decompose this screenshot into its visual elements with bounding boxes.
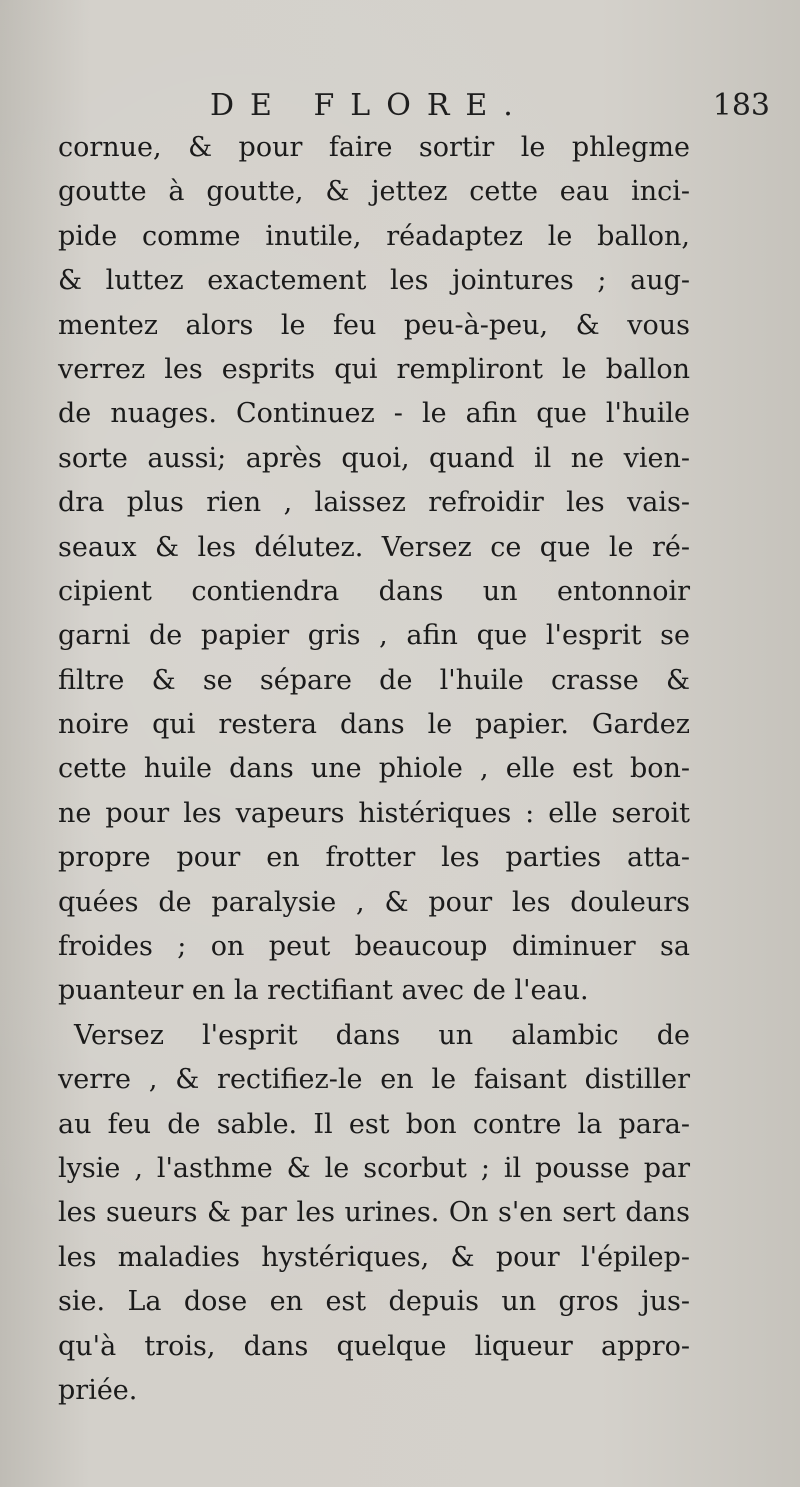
text-line: garni de papier gris , afin que l'esprit se — [58, 620, 690, 652]
text-line: priée. — [58, 1374, 138, 1406]
text-line: les sueurs & par les urines. On s'en sert dans — [58, 1197, 690, 1229]
text-line: seaux & les délutez. Versez ce que le ré- — [58, 531, 690, 563]
text-line: froides ; on peut beaucoup diminuer sa — [58, 931, 690, 963]
text-line: Versez l'esprit dans un alambic de — [74, 1019, 690, 1051]
body-text — [58, 126, 690, 1413]
text-line: qu'à trois, dans quelque liqueur appro- — [58, 1330, 690, 1362]
text-line: quées de paralysie , & pour les douleurs — [58, 886, 690, 918]
text-line: puanteur en la rectifiant avec de l'eau. — [58, 975, 589, 1007]
text-line: les maladies hystériques, & pour l'épilep- — [58, 1241, 690, 1273]
page-number: 183 — [712, 88, 770, 123]
text-line: sorte aussi; après quoi, quand il ne vien- — [58, 442, 690, 474]
text-line: au feu de sable. Il est bon contre la para- — [58, 1108, 690, 1140]
paragraph — [58, 126, 690, 1014]
paragraph — [58, 1014, 690, 1414]
text-line: pide comme inutile, réadaptez le ballon, — [58, 220, 690, 252]
running-title: DE FLORE. — [210, 88, 529, 123]
text-line: sie. La dose en est depuis un gros jus- — [58, 1286, 690, 1318]
text-line: verrez les esprits qui rempliront le ballon — [58, 353, 690, 385]
text-line: lysie , l'asthme & le scorbut ; il pousse par — [58, 1152, 690, 1184]
text-line: cette huile dans une phiole , elle est bon- — [58, 753, 690, 785]
text-line: filtre & se sépare de l'huile crasse & — [58, 664, 690, 696]
text-line: ne pour les vapeurs histériques : elle seroit — [58, 797, 690, 829]
text-line: cornue, & pour faire sortir le phlegme — [58, 132, 690, 163]
text-line: noire qui restera dans le papier. Gardez — [58, 709, 690, 741]
page-header — [210, 88, 770, 128]
text-line: & luttez exactement les jointures ; aug- — [58, 265, 690, 297]
text-line: propre pour en frotter les parties atta- — [58, 842, 690, 874]
text-line: verre , & rectifiez-le en le faisant distiller — [58, 1064, 690, 1096]
text-line: mentez alors le feu peu-à-peu, & vous — [58, 309, 690, 341]
text-line: cipient contiendra dans un entonnoir — [58, 575, 690, 607]
text-line: dra plus rien , laissez refroidir les vais- — [58, 487, 690, 519]
text-line: goutte à goutte, & jettez cette eau inci- — [58, 176, 690, 208]
text-line: de nuages. Continuez - le afin que l'huile — [58, 398, 690, 430]
